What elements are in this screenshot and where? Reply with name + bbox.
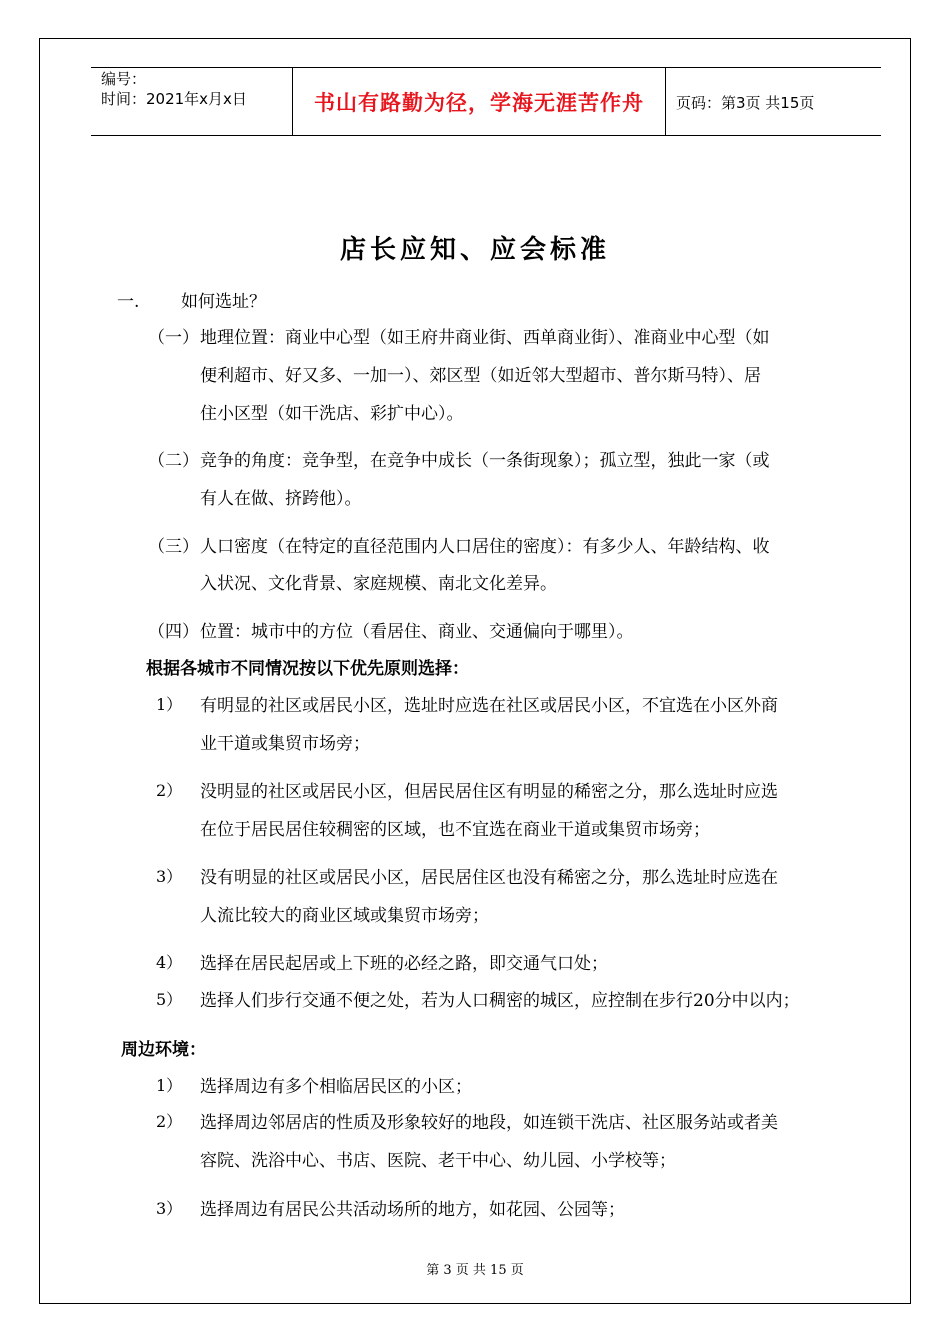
header-motto: 书山有路勤为径，学海无涯苦作舟 — [293, 68, 666, 135]
page-footer: 第 3 页 共 15 页 — [426, 1263, 524, 1278]
item-line: 便利超市、好又多、一加一）、郊区型（如近邻大型超市、普尔斯马特）、居 — [200, 366, 761, 386]
section-number: 一. — [117, 292, 140, 312]
item-line: 入状况、文化背景、家庭规模、南北文化差异。 — [200, 574, 557, 594]
document-title: 店长应知、应会标准 — [339, 235, 610, 265]
item-line: 业干道或集贸市场旁； — [200, 734, 370, 754]
header-page-info: 页码：第3页 共15页 — [676, 94, 815, 112]
item-line: 人流比较大的商业区域或集贸市场旁； — [200, 906, 489, 926]
item-line: 选择人们步行交通不便之处，若为人口稠密的城区，应控制在步行20分中以内； — [200, 991, 800, 1011]
item-number: 1） — [156, 695, 183, 714]
item-line: 选择周边有居民公共活动场所的地方，如花园、公园等； — [200, 1200, 625, 1220]
item-line: 没有明显的社区或居民小区，居民居住区也没有稀密之分，那么选址时应选在 — [200, 868, 778, 888]
item-line: 选择周边邻居店的性质及形象较好的地段，如连锁干洗店、社区服务站或者美 — [200, 1113, 778, 1133]
item-line: 在位于居民居住较稠密的区域，也不宜选在商业干道或集贸市场旁； — [200, 820, 710, 840]
item-number: 3） — [156, 867, 183, 886]
item-line: 容院、洗浴中心、书店、医院、老干中心、幼儿园、小学校等； — [200, 1151, 676, 1171]
serial-label: 编号： — [101, 70, 147, 88]
section-heading: 如何选址？ — [181, 292, 266, 312]
header-meta — [91, 68, 293, 135]
date-line: 时间：2021年x月x日 — [101, 90, 247, 108]
item-line: 选择周边有多个相临居民区的小区； — [200, 1077, 472, 1097]
item-line: 竞争的角度：竞争型，在竞争中成长（一条街现象）；孤立型，独此一家（或 — [200, 451, 770, 471]
item-line: 人口密度（在特定的直径范围内人口居住的密度）：有多少人、年龄结构、收 — [200, 537, 770, 557]
item-number: 4） — [156, 953, 183, 972]
item-number: （四） — [148, 622, 199, 642]
item-line: 有明显的社区或居民小区，选址时应选在社区或居民小区，不宜选在小区外商 — [200, 696, 778, 716]
item-number: 2） — [156, 1112, 183, 1131]
item-number: 3） — [156, 1199, 183, 1218]
item-number: （二） — [148, 451, 199, 471]
surroundings-heading: 周边环境： — [121, 1040, 206, 1060]
item-number: 2） — [156, 781, 183, 800]
item-number: （三） — [148, 537, 199, 557]
item-line: 没明显的社区或居民小区，但居民居住区有明显的稀密之分，那么选址时应选 — [200, 782, 778, 802]
item-line: 有人在做、挤跨他）。 — [200, 489, 362, 509]
item-number: （一） — [148, 328, 199, 348]
principles-heading: 根据各城市不同情况按以下优先原则选择： — [146, 659, 469, 679]
item-line: 选择在居民起居或上下班的必经之路，即交通气口处； — [200, 954, 608, 974]
item-line: 位置：城市中的方位（看居住、商业、交通偏向于哪里）。 — [200, 622, 634, 642]
item-number: 1） — [156, 1076, 183, 1095]
item-line: 地理位置：商业中心型（如王府井商业街、西单商业街）、准商业中心型（如 — [200, 328, 770, 348]
item-line: 住小区型（如干洗店、彩扩中心）。 — [200, 404, 464, 424]
page-header — [91, 67, 881, 136]
item-number: 5） — [156, 990, 183, 1009]
